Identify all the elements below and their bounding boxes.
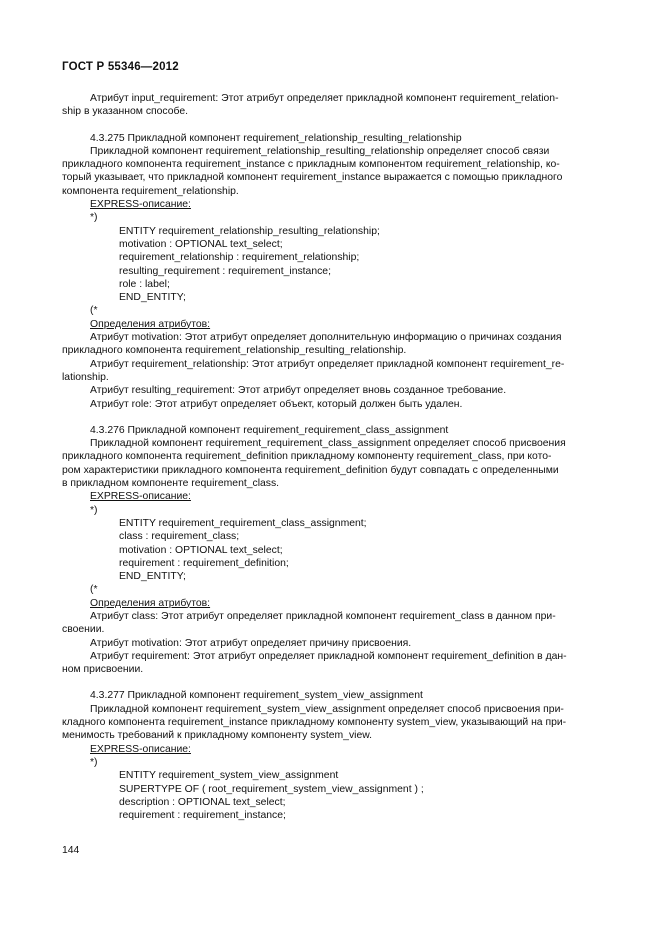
attributes-label: Определения атрибутов: [90, 318, 211, 330]
express-label: EXPRESS-описание: [90, 199, 191, 211]
express-open: *) [90, 504, 98, 516]
code-line: description : OPTIONAL text_select; [119, 796, 286, 808]
attribute-line: ном присвоении. [62, 664, 144, 676]
desc-line: прикладного компонента requirement_definition прикладному компоненту requirement_class, при кото- [62, 451, 552, 463]
page-header: ГОСТ Р 55346—2012 [62, 61, 179, 73]
intro-line: Атрибут input_requirement: Этот атрибут определяет прикладной компонент requirement_relation- [90, 93, 559, 104]
section-4-3-277 [62, 689, 600, 822]
code-line: END_ENTITY; [119, 292, 186, 304]
code-line: END_ENTITY; [119, 571, 186, 583]
attribute-line: своении. [62, 624, 105, 636]
desc-line: Прикладной компонент requirement_relationship_resulting_relationship определяет способ связи [90, 145, 550, 157]
desc-line: кладного компонента requirement_instance прикладному компоненту system_view, указывающий на при- [62, 717, 567, 729]
desc-line: менимость требований к прикладному компоненту system_view. [62, 730, 373, 742]
express-open: *) [90, 756, 98, 768]
section-4-3-276 [62, 424, 600, 677]
attributes-label: Определения атрибутов: [90, 597, 211, 609]
attribute-line: прикладного компонента requirement_relationship_resulting_relationship. [62, 345, 407, 357]
desc-line: Прикладной компонент requirement_requirement_class_assignment определяет способ присвоения [90, 438, 566, 450]
section-heading: 4.3.275 Прикладной компонент requirement_relationship_resulting_relationship [90, 132, 462, 144]
attribute-line: Атрибут role: Этот атрибут определяет объект, который должен быть удален. [90, 398, 463, 410]
code-line: ENTITY requirement_requirement_class_assignment; [119, 517, 367, 529]
desc-line: Прикладной компонент requirement_system_view_assignment определяет способ присвоения при- [90, 703, 564, 715]
desc-line: ром характеристики прикладного компонента requirement_definition будут совпадать с определенными [62, 464, 559, 476]
section-heading: 4.3.276 Прикладной компонент requirement_requirement_class_assignment [90, 424, 449, 436]
express-close: (* [90, 584, 98, 596]
code-line: requirement_relationship : requirement_relationship; [119, 252, 360, 264]
attribute-line: Атрибут motivation: Этот атрибут определяет причину присвоения. [90, 637, 412, 649]
code-line: ENTITY requirement_system_view_assignment [119, 770, 339, 782]
page-number: 144 [62, 845, 80, 856]
code-line: resulting_requirement : requirement_instance; [119, 265, 331, 277]
section-4-3-275 [62, 132, 600, 411]
attribute-line: Атрибут resulting_requirement: Этот атрибут определяет вновь созданное требование. [90, 385, 507, 397]
code-line: requirement : requirement_definition; [119, 557, 289, 569]
code-line: role : label; [119, 278, 170, 290]
code-line: motivation : OPTIONAL text_select; [119, 238, 283, 250]
express-close: (* [90, 305, 98, 317]
code-line: motivation : OPTIONAL text_select; [119, 544, 283, 556]
section-heading: 4.3.277 Прикладной компонент requirement_system_view_assignment [90, 690, 423, 702]
attribute-line: Атрибут class: Этот атрибут определяет прикладной компонент requirement_class в данном при- [90, 610, 556, 622]
code-line: ENTITY requirement_relationship_resulting_relationship; [119, 225, 380, 237]
express-label: EXPRESS-описание: [90, 491, 191, 503]
code-line: class : requirement_class; [119, 531, 240, 543]
express-open: *) [90, 212, 98, 224]
desc-line: торый указывает, что прикладной компонент requirement_instance выражается с помощью прикладного [62, 172, 563, 184]
attribute-line: Атрибут motivation: Этот атрибут определяет дополнительную информацию о причинах создания [90, 332, 562, 344]
attribute-line: Атрибут requirement: Этот атрибут определяет прикладной компонент requirement_definition в дан- [90, 650, 567, 662]
desc-line: компонента requirement_relationship. [62, 185, 239, 197]
code-line: SUPERTYPE OF ( root_requirement_system_view_assignment ) ; [119, 783, 424, 795]
attribute-line: lationship. [62, 371, 109, 383]
express-label: EXPRESS-описание: [90, 743, 191, 755]
desc-line: прикладного компонента requirement_instance с прикладным компонентом requirement_relationship, ко- [62, 159, 560, 171]
code-line: requirement : requirement_instance; [119, 810, 286, 822]
attribute-line: Атрибут requirement_relationship: Этот атрибут определяет прикладной компонент requirement_re- [90, 358, 565, 370]
intro-line: ship в указанном способе. [62, 106, 189, 118]
page-content [62, 92, 600, 822]
desc-line: в прикладном компоненте requirement_class. [62, 478, 280, 490]
